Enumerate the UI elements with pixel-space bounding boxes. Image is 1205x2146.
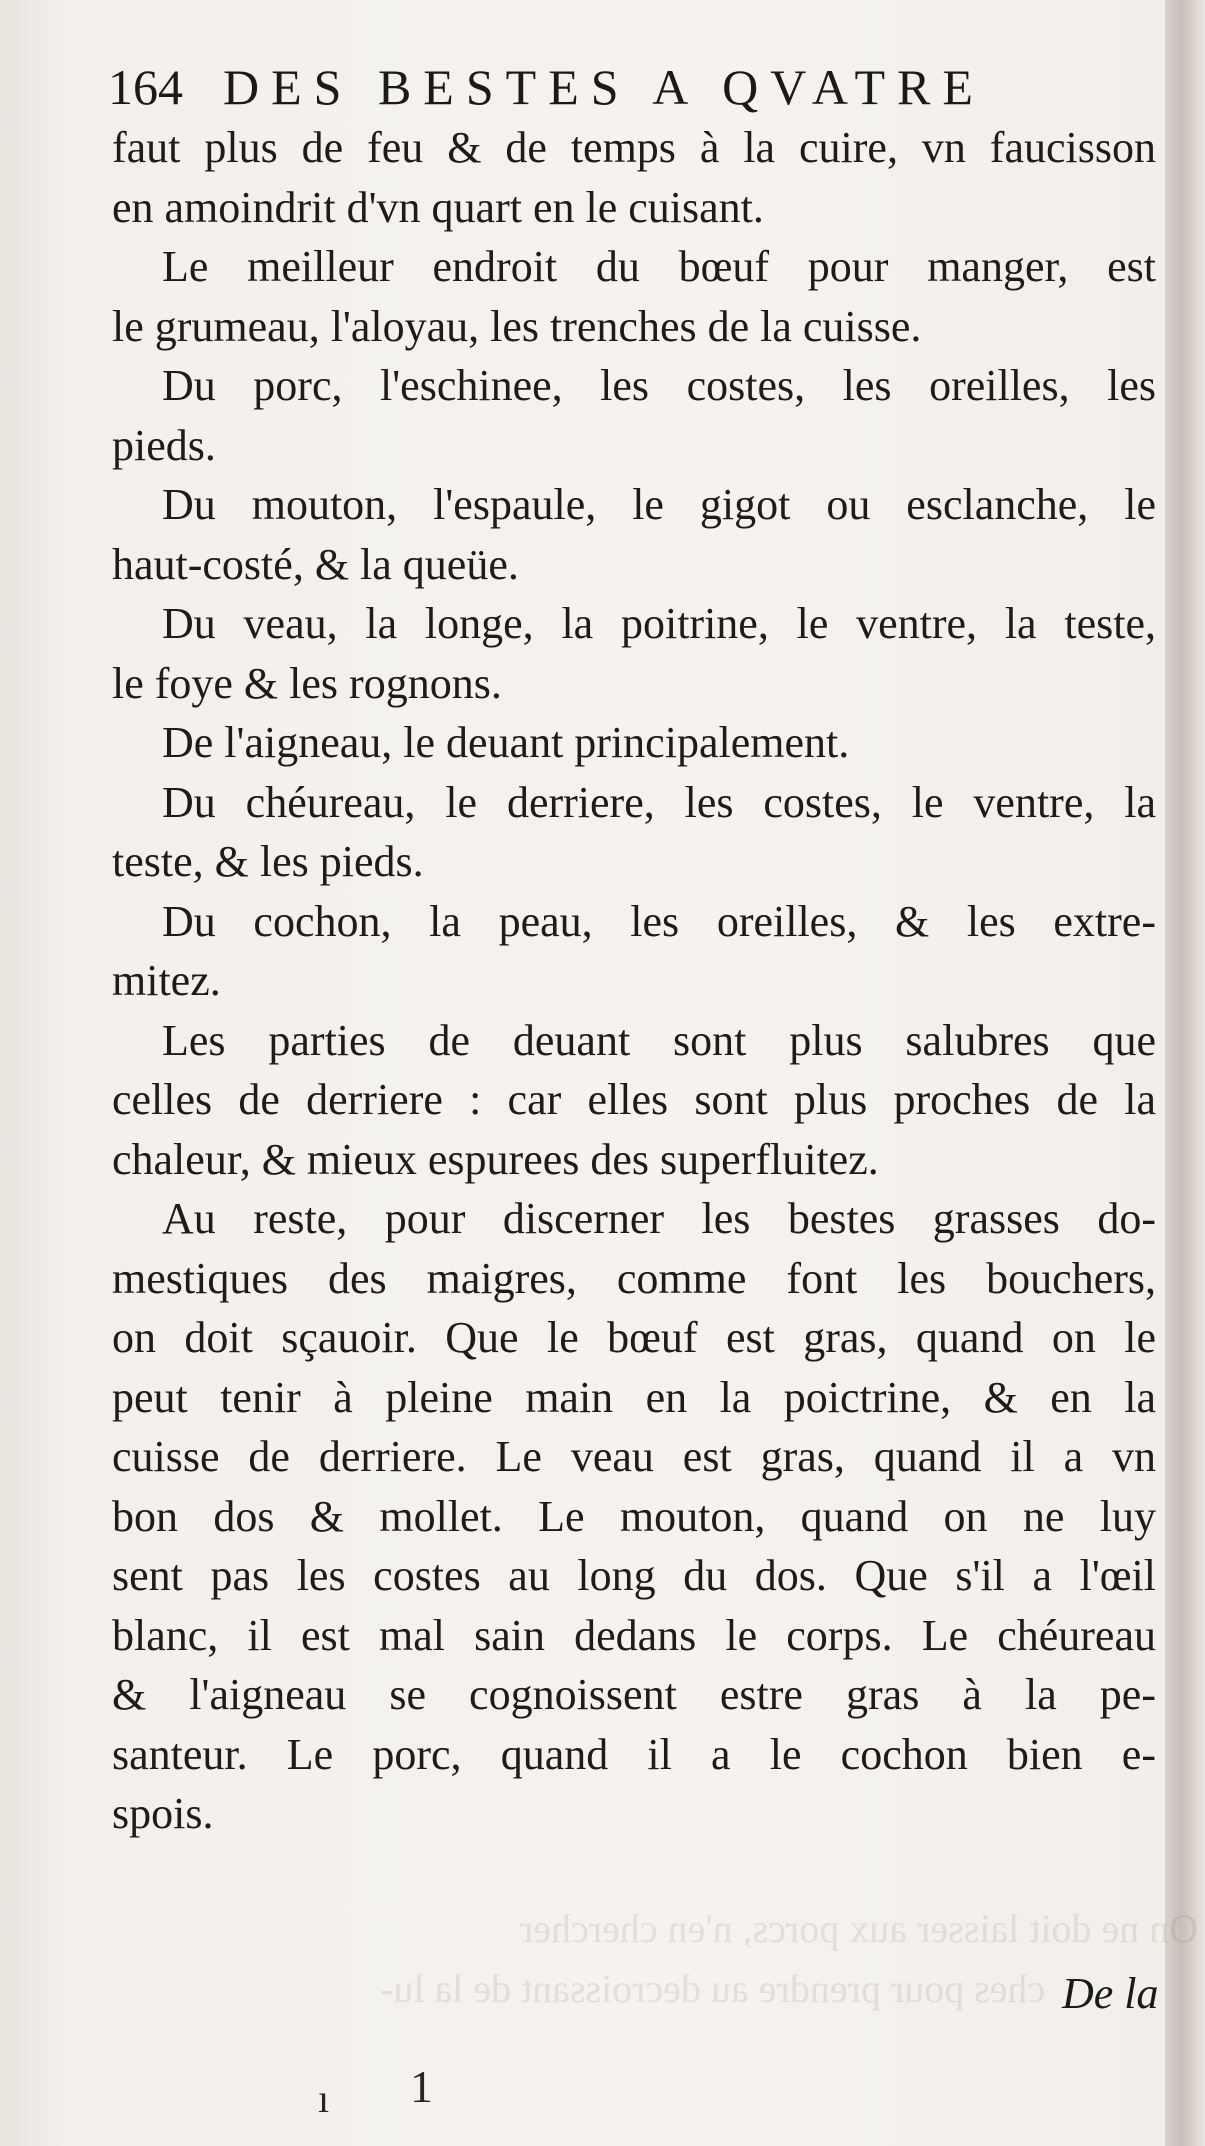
text-line: peut tenir à pleine main en la poictrine, & en la	[112, 1372, 1156, 1422]
text-line: Du chéureau, le derriere, les costes, le ventre, la	[162, 777, 1156, 827]
text-line: chaleur, & mieux espurees des superfluitez.	[112, 1134, 879, 1184]
text-line: Du porc, l'eschinee, les costes, les oreilles, les	[162, 361, 1156, 410]
text-line: Au reste, pour discerner les bestes grasses do-	[162, 1194, 1156, 1243]
text-line: blanc, il est mal sain dedans le corps. Le chéureau	[112, 1610, 1156, 1660]
text-line: sent pas les costes au long du dos. Que s'il a l'œil	[112, 1551, 1156, 1600]
bottom-mark: 1	[410, 2061, 433, 2112]
body-text	[112, 118, 1156, 1844]
text-line: pieds.	[112, 420, 216, 470]
text-line: Du mouton, l'espaule, le gigot ou esclanche, le	[162, 480, 1156, 529]
text-line: le grumeau, l'aloyau, les trenches de la cuisse.	[112, 301, 922, 351]
text-line: De l'aigneau, le deuant principalement.	[162, 718, 850, 767]
text-line: Le meilleur endroit du bœuf pour manger, est	[162, 242, 1156, 291]
text-line: santeur. Le porc, quand il a le cochon bien e-	[112, 1729, 1156, 1779]
show-through-text: ches pour prendre au decroissant de la lu-	[380, 1966, 1046, 2011]
text-line: teste, & les pieds.	[112, 837, 424, 886]
show-through-text: On ne doit laisser aux porcs, n'en chercher	[520, 1906, 1199, 1951]
text-line: le foye & les rognons.	[112, 658, 502, 708]
text-line: Les parties de deuant sont plus salubres que	[162, 1015, 1156, 1065]
text-line: & l'aigneau se cognoissent estre gras à la pe-	[112, 1670, 1156, 1719]
page-number: 164	[108, 59, 183, 115]
catchword: De la	[1062, 1969, 1159, 2018]
text-line: en amoindrit d'vn quart en le cuisant.	[112, 182, 764, 232]
text-line: Du cochon, la peau, les oreilles, & les extre-	[162, 896, 1156, 946]
bottom-mark: ı	[318, 2076, 330, 2121]
running-title: DES BESTES A QVATRE	[223, 59, 985, 115]
text-line: Du veau, la longe, la poitrine, le ventre, la teste,	[162, 599, 1156, 648]
text-line: faut plus de feu & de temps à la cuire, vn faucisson	[112, 123, 1156, 172]
text-line: celles de derriere : car elles sont plus proches de la	[112, 1075, 1156, 1124]
text-line: spois.	[112, 1789, 214, 1838]
page-edge-shadow	[1165, 0, 1205, 2146]
text-line: bon dos & mollet. Le mouton, quand on ne luy	[112, 1491, 1156, 1541]
text-line: cuisse de derriere. Le veau est gras, quand il a vn	[112, 1432, 1156, 1481]
text-line: mestiques des maigres, comme font les bouchers,	[112, 1253, 1156, 1303]
text-line: on doit sçauoir. Que le bœuf est gras, quand on le	[112, 1313, 1156, 1362]
text-line: haut-costé, & la queüe.	[112, 539, 519, 589]
text-line: mitez.	[112, 956, 221, 1005]
